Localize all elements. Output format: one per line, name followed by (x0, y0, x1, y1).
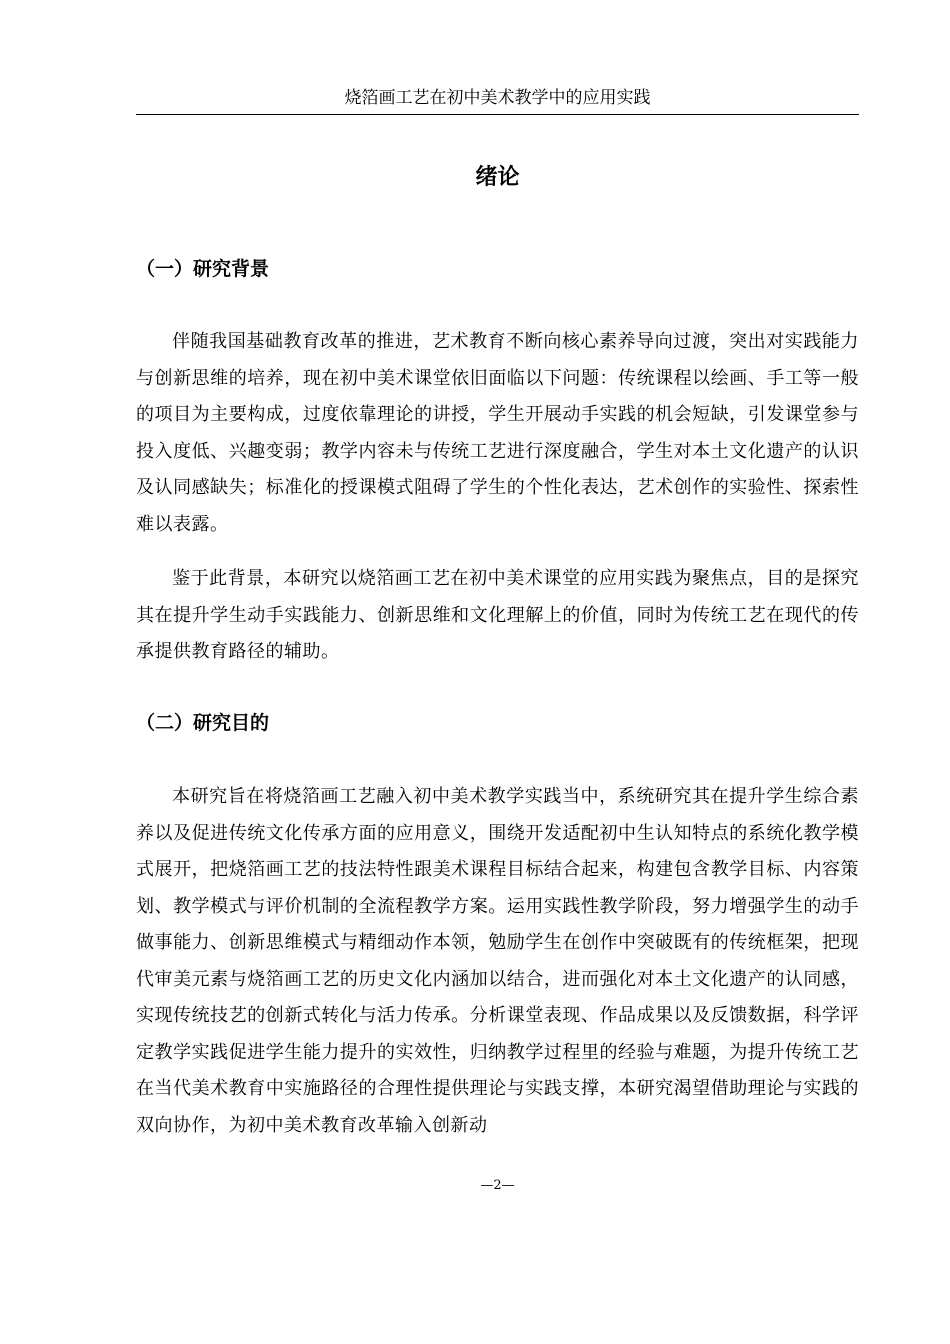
paragraph-background-2: 鉴于此背景，本研究以烧箔画工艺在初中美术课堂的应用实践为聚焦点，目的是探究其在提升学生动手实践能力、创新思维和文化理解上的价值，同时为传统工艺在现代的传承提供教育路径的辅助。 (136, 568, 859, 662)
running-header-title: 烧箔画工艺在初中美术教学中的应用实践 (344, 88, 651, 108)
paragraph-background-1: 伴随我国基础教育改革的推进，艺术教育不断向核心素养导向过渡，突出对实践能力与创新思维的培养，现在初中美术课堂依旧面临以下问题：传统课程以绘画、手工等一般的项目为主要构成，过度依靠理论的讲授，学生开展动手实践的机会短缺，引发课堂参与投入度低、兴趣变弱；教学内容未与传统工艺进行深度融合，学生对本土文化遗产的认识及认同感缺失；标准化的授课模式阻碍了学生的个性化表达，艺术创作的实验性、探索性难以表露。 (136, 331, 859, 535)
paragraph-purpose-1: 本研究旨在将烧箔画工艺融入初中美术教学实践当中，系统研究其在提升学生综合素养以及促进传统文化传承方面的应用意义，围绕开发适配初中生认知特点的系统化教学模式展开，把烧箔画工艺的技法特性跟美术课程目标结合起来，构建包含教学目标、内容策划、教学模式与评价机制的全流程教学方案。运用实践性教学阶段，努力增强学生的动手做事能力、创新思维模式与精细动作本领，勉励学生在创作中突破既有的传统框架，把现代审美元素与烧箔画工艺的历史文化内涵加以结合，进而强化对本土文化遗产的认同感，实现传统技艺的创新式转化与活力传承。分析课堂表现、作品成果以及反馈数据，科学评定教学实践促进学生能力提升的实效性，归纳教学过程里的经验与难题，为提升传统工艺在当代美术教育中实施路径的合理性提供理论与实践支撑，本研究渴望借助理论与实践的双向协作，为初中美术教育改革输入创新动 (136, 786, 859, 1136)
section-heading-purpose: （二）研究目的 (136, 712, 270, 734)
chapter-title: 绪论 (475, 165, 520, 190)
section-heading-background: （一）研究背景 (136, 258, 270, 280)
running-header (136, 84, 859, 115)
page-number: —2— (480, 1178, 515, 1193)
